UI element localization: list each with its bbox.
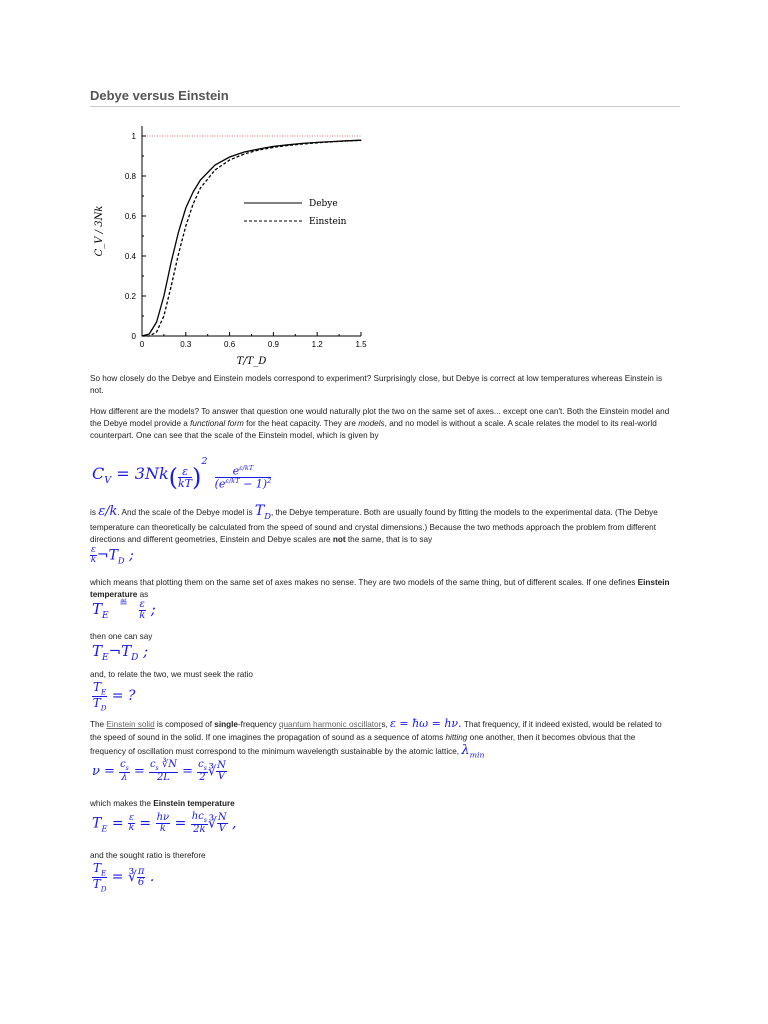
p3-bold-not: not: [332, 534, 346, 544]
paragraph-1-text: So how closely do the Debye and Einstein models correspond to experiment? Surprisingly close, but Debye is correct at low temperatures whereas Einstein is not.: [90, 374, 663, 395]
data-point-einstein: [288, 145, 289, 146]
p5-text: then one can say: [90, 632, 153, 641]
p7-text-b: is composed of: [154, 720, 215, 729]
paragraph-6: [90, 669, 253, 681]
x-tick-label: 0.3: [180, 340, 192, 349]
data-point-einstein: [331, 141, 332, 142]
section-title: Debye versus Einstein: [90, 88, 680, 107]
data-point-debye: [171, 262, 172, 263]
heat-capacity-chart: [88, 122, 388, 372]
x-tick-label: 0: [139, 340, 145, 349]
x-tick-label: 1.2: [311, 340, 323, 349]
p2-text-a: How different are the models? To answer that question one would naturally plot the two on the same set of axes... except one can't. Both the Einstein model and the Debye model provide a: [90, 407, 670, 428]
data-point-einstein: [193, 204, 194, 205]
p8-text-a: which makes the: [90, 799, 154, 808]
p3-text-b: . And the scale of the Debye model is: [117, 508, 255, 517]
document-page: [90, 88, 680, 107]
y-axis-label: C_V / 3Nk: [94, 205, 105, 257]
y-tick-label: 0.2: [124, 292, 136, 301]
equation-te-not-td: $T_E\neg T_D$ ;: [92, 642, 149, 663]
x-tick-label: 1.5: [355, 340, 367, 349]
debye-temperature-math: $T_D$: [254, 503, 271, 521]
data-point-einstein: [171, 286, 172, 287]
data-point-debye: [149, 334, 150, 335]
data-point-debye: [273, 146, 274, 147]
p2-text-e: , and no model is without a scale. A scale relates the model to its real-world counterpart. One can see that the scale of the Einstein model, which is given by: [90, 419, 657, 440]
equation-frequency: ν = $\frac{c_s}{\lambda}$ = $\frac{c_s ∛N}{2L}$ = $\frac{c_s}{2}$ ∛ $\frac{N}{V}$: [92, 759, 226, 783]
p3-text-c: , the Debye temperature. Both are usually found by fitting the models to the experimental data. (The Debye temperature can theoretically be calculated from the speed of sound and crystal dimensions.) Because the two methods approach the problem from different directions and different geometries, Einstein and Debye scales are: [90, 508, 658, 544]
data-point-einstein: [361, 140, 362, 141]
data-point-debye: [193, 192, 194, 193]
data-point-debye: [258, 149, 259, 150]
p4-bold-einstein-temperature: Einstein temperature: [90, 578, 670, 599]
paragraph-2: [90, 406, 670, 442]
y-tick-label: 0.6: [124, 212, 136, 221]
data-point-einstein: [258, 150, 259, 151]
equation-einstein-temperature-definition: $T_E$ ≝ $\frac{\varepsilon}{k}$ ;: [92, 598, 156, 621]
p3-text-e: the same, that is to say: [345, 534, 433, 544]
x-tick-label: 0.6: [224, 340, 236, 349]
equation-ratio-question: $\frac{T_E}{T_D}$ = ?: [92, 680, 136, 712]
p7-text-e: s,: [381, 720, 390, 729]
data-point-einstein: [200, 188, 201, 189]
paragraph-4: [90, 577, 670, 601]
p3-text-a: is: [90, 508, 99, 517]
series-line-einstein: [142, 140, 361, 336]
data-point-einstein: [302, 144, 303, 145]
y-tick-label: 1: [131, 132, 136, 141]
data-point-einstein: [178, 254, 179, 255]
equation-scales-not-equal: $\frac{\varepsilon}{k}$ $\neg T_D$ ;: [90, 545, 134, 566]
data-point-einstein: [273, 147, 274, 148]
p2-italic-functional-form: functional form: [190, 419, 244, 428]
data-point-debye: [244, 152, 245, 153]
epsilon-hbar-omega-math: ε = ħω = hν.: [389, 717, 462, 730]
data-point-debye: [200, 180, 201, 181]
data-point-einstein: [149, 336, 150, 337]
p2-italic-models: models: [358, 419, 385, 428]
data-point-debye: [185, 208, 186, 209]
equation-final-ratio: $\frac{T_E}{T_D}$ = ∛ $\frac{\pi}{6}$ .: [92, 861, 155, 893]
data-point-einstein: [185, 226, 186, 227]
legend-label-einstein: Einstein: [309, 217, 347, 227]
data-point-einstein: [215, 170, 216, 171]
p7-text-d: -frequency: [237, 720, 279, 729]
p8-bold-einstein-temperature: Einstein temperature: [153, 799, 235, 808]
quantum-harmonic-oscillator-link[interactable]: quantum harmonic oscillator: [278, 720, 382, 729]
series-line-debye: [142, 140, 361, 336]
p7-text-h: one another, then it becomes obvious that the frequency of oscillation must correspond to the minimum wavelength sustainable by the atomic lattice,: [90, 733, 636, 756]
p9-text: and the sought ratio is therefore: [90, 851, 206, 860]
data-point-einstein: [346, 141, 347, 142]
y-tick-label: 0.4: [124, 252, 136, 261]
data-point-debye: [178, 232, 179, 233]
x-tick-label: 0.9: [267, 340, 279, 349]
paragraph-1: [90, 373, 670, 397]
equation-einstein-heat-capacity: $C_V = 3Nk$( $\frac{\varepsilon}{kT}$ )$^2$ $\frac{e^{\varepsilon/kT}}{(e^{\varepsilon/kT} - 1)^2}$: [92, 456, 272, 492]
data-point-einstein: [142, 336, 143, 337]
y-tick-label: 0: [131, 332, 136, 341]
einstein-solid-link[interactable]: Einstein solid: [106, 720, 155, 729]
equation-einstein-temperature-value: $T_E$ = $\frac{\varepsilon}{k}$ = $\frac{h\nu}{k}$ = $\frac{hc_s}{2k}$ ∛ $\frac{N}{V}$ ,: [92, 811, 237, 835]
p7-bold-single: single: [214, 720, 238, 729]
legend-label-debye: Debye: [309, 199, 338, 209]
y-tick-label: 0.8: [124, 172, 136, 181]
p4-text-c: as: [137, 590, 149, 599]
data-point-einstein: [156, 332, 157, 333]
paragraph-8: [90, 798, 235, 810]
data-point-einstein: [317, 142, 318, 143]
p7-text-f: That frequency, if it indeed existed, would be related to the speed of sound in the solid. If one imagines the propagation of sound as a sequence of atoms: [90, 720, 662, 742]
paragraph-9: [90, 850, 206, 862]
epsilon-over-k-math: ε/k: [98, 504, 118, 519]
p2-text-c: for the heat capacity. They are: [243, 419, 359, 428]
p6-text: and, to relate the two, we must seek the ratio: [90, 670, 253, 679]
paragraph-7: [90, 717, 670, 762]
p4-text-a: which means that plotting them on the same set of axes makes no sense. They are two models of the same thing, but of different scales. If one defines: [90, 578, 638, 587]
paragraph-3: [90, 505, 670, 546]
data-point-einstein: [164, 316, 165, 317]
x-axis-label: T/T_D: [236, 356, 267, 367]
lambda-min-math: $\lambda_{min}$: [461, 743, 485, 760]
data-point-einstein: [244, 154, 245, 155]
data-point-debye: [164, 296, 165, 297]
p7-italic-hitting: hitting: [445, 733, 468, 742]
data-point-debye: [229, 157, 230, 158]
data-point-debye: [215, 165, 216, 166]
p7-text-a: The: [90, 720, 107, 729]
data-point-debye: [156, 322, 157, 323]
data-point-einstein: [229, 160, 230, 161]
